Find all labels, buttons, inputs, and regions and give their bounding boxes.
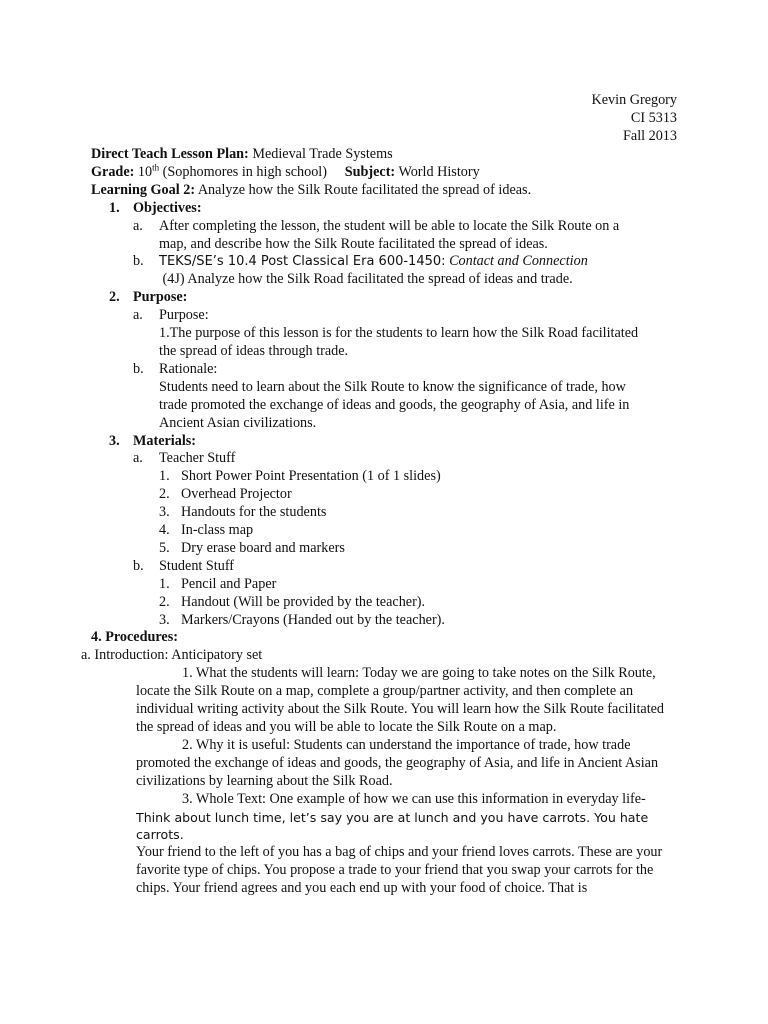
grade-subject-line — [91, 164, 691, 182]
subject-value: World History — [398, 163, 480, 180]
lesson-title-label: Direct Teach Lesson Plan: — [91, 146, 249, 162]
document-header — [592, 92, 678, 146]
term: Fall 2013 — [623, 128, 677, 144]
course-code: CI 5313 — [630, 110, 677, 126]
objective-a-continued: map, and describe how the Silk Route facilitated the spread of ideas. — [159, 235, 548, 252]
grade-value: 10 — [137, 163, 153, 180]
section-heading: Materials: — [133, 432, 197, 449]
list-item — [91, 594, 691, 612]
introduction-heading: a. Introduction: Anticipatory set — [81, 647, 263, 664]
list-number: 3. — [159, 504, 170, 521]
item-letter: a. — [133, 450, 143, 467]
list-text: Pencil and Paper — [181, 575, 277, 592]
procedure-paragraph-1 — [91, 665, 676, 737]
paragraph-text: 1. What the students will learn: Today we are going to take notes on the Silk Route, locate the Silk Route on a map, complete a group/partner activity, and then complete an individual writing activity about the Silk Route. You will learn how the Silk Route facilitated the spread of ideas and you will be able to locate the Silk Route on a map. — [136, 665, 665, 735]
item-letter: b. — [133, 253, 144, 270]
purpose-a-line2: the spread of ideas through trade. — [159, 342, 349, 359]
learning-goal-value: Analyze how the Silk Route facilitated the spread of ideas. — [197, 181, 532, 198]
item-letter: b. — [133, 557, 144, 574]
subject-label: Subject: — [344, 163, 396, 180]
learning-goal-label: Learning Goal 2: — [91, 181, 196, 198]
list-item — [91, 522, 691, 540]
lesson-title-line — [91, 146, 691, 164]
rationale-line3: Ancient Asian civilizations. — [159, 414, 317, 431]
list-item — [91, 540, 691, 558]
item-letter: a. — [133, 217, 143, 234]
section-number: 2. — [109, 289, 120, 306]
procedure-paragraph-3 — [91, 791, 676, 898]
item-label: Purpose: — [159, 307, 209, 324]
teks-standard: TEKS/SE’s 10.4 Post Classical Era 600-1450: — [159, 254, 446, 270]
list-item — [91, 612, 691, 630]
list-number: 1. — [159, 468, 170, 485]
item-label: Student Stuff — [159, 557, 235, 574]
list-item — [91, 504, 691, 522]
rationale-line2: trade promoted the exchange of ideas and goods, the geography of Asia, and life in — [159, 396, 630, 413]
list-text: Short Power Point Presentation (1 of 1 slides) — [181, 468, 441, 485]
list-item — [91, 486, 691, 504]
rationale-line1: Students need to learn about the Silk Route to know the significance of trade, how — [159, 378, 626, 395]
paragraph-text: 3. Whole Text: One example of how we can use this information in everyday life- — [182, 790, 646, 807]
section-number: 3. — [109, 432, 120, 449]
list-number: 1. — [159, 575, 170, 592]
list-item — [91, 468, 691, 486]
list-number: 2. — [159, 486, 170, 503]
materials-a — [91, 450, 691, 468]
objective-b — [91, 253, 691, 271]
list-number: 2. — [159, 593, 170, 610]
item-label: Teacher Stuff — [159, 450, 236, 467]
item-label: Rationale: — [159, 360, 218, 377]
list-item — [91, 576, 691, 594]
list-text: Dry erase board and markers — [181, 539, 345, 556]
list-text: Markers/Crayons (Handed out by the teacher). — [181, 611, 445, 628]
teks-theme: Contact and Connection — [449, 253, 588, 270]
list-text: Handout (Will be provided by the teacher). — [181, 593, 426, 610]
learning-goal-line — [91, 182, 691, 200]
section-heading: Objectives: — [133, 199, 202, 216]
list-text: Overhead Projector — [181, 486, 292, 503]
paragraph-text: 2. Why it is useful: Students can understand the importance of trade, how trade promoted the exchange of ideas and goods, the geography of Asia, and life in Ancient Asian civilizations by learning about the Silk Road. — [136, 736, 659, 789]
procedure-paragraph-2 — [91, 737, 676, 791]
list-number: 5. — [159, 539, 170, 556]
list-number: 3. — [159, 611, 170, 628]
section-number: 1. — [109, 199, 120, 216]
paragraph-text-sans: Think about lunch time, let’s say you are at lunch and you have carrots. You hate carrots. — [136, 809, 649, 843]
grade-suffix: th — [152, 162, 160, 173]
list-text: In-class map — [181, 522, 254, 539]
purpose-a — [91, 307, 691, 325]
section-heading: Purpose: — [133, 289, 188, 306]
author-name: Kevin Gregory — [591, 92, 677, 108]
lesson-title-value: Medieval Trade Systems — [252, 146, 393, 162]
item-text: (4J) Analyze how the Silk Road facilitated the spread of ideas and trade. — [162, 271, 573, 288]
grade-label: Grade: — [91, 163, 135, 180]
purpose-a-line1: 1.The purpose of this lesson is for the students to learn how the Silk Road facilitated — [159, 325, 639, 342]
list-number: 4. — [159, 522, 170, 539]
materials-heading — [91, 433, 691, 451]
item-text: After completing the lesson, the student will be able to locate the Silk Route on a — [159, 217, 620, 234]
purpose-b — [91, 361, 691, 379]
purpose-heading — [91, 289, 691, 307]
item-letter: b. — [133, 360, 144, 377]
lesson-plan-body — [81, 146, 691, 898]
paragraph-text-continued: Your friend to the left of you has a bag of chips and your friend loves carrots. These are your favorite type of chips. You propose a trade to your friend that you swap your carrots for the chips. Your friend agrees and you each end up with your food of choice. That is — [136, 844, 663, 897]
procedures-heading: 4. Procedures: — [91, 629, 178, 646]
objective-b-continued — [91, 271, 691, 289]
materials-b — [91, 558, 691, 576]
objective-a — [91, 218, 691, 236]
objectives-heading — [91, 200, 691, 218]
item-letter: a. — [133, 307, 143, 324]
list-text: Handouts for the students — [181, 504, 327, 521]
grade-description: (Sophomores in high school) — [159, 163, 327, 180]
